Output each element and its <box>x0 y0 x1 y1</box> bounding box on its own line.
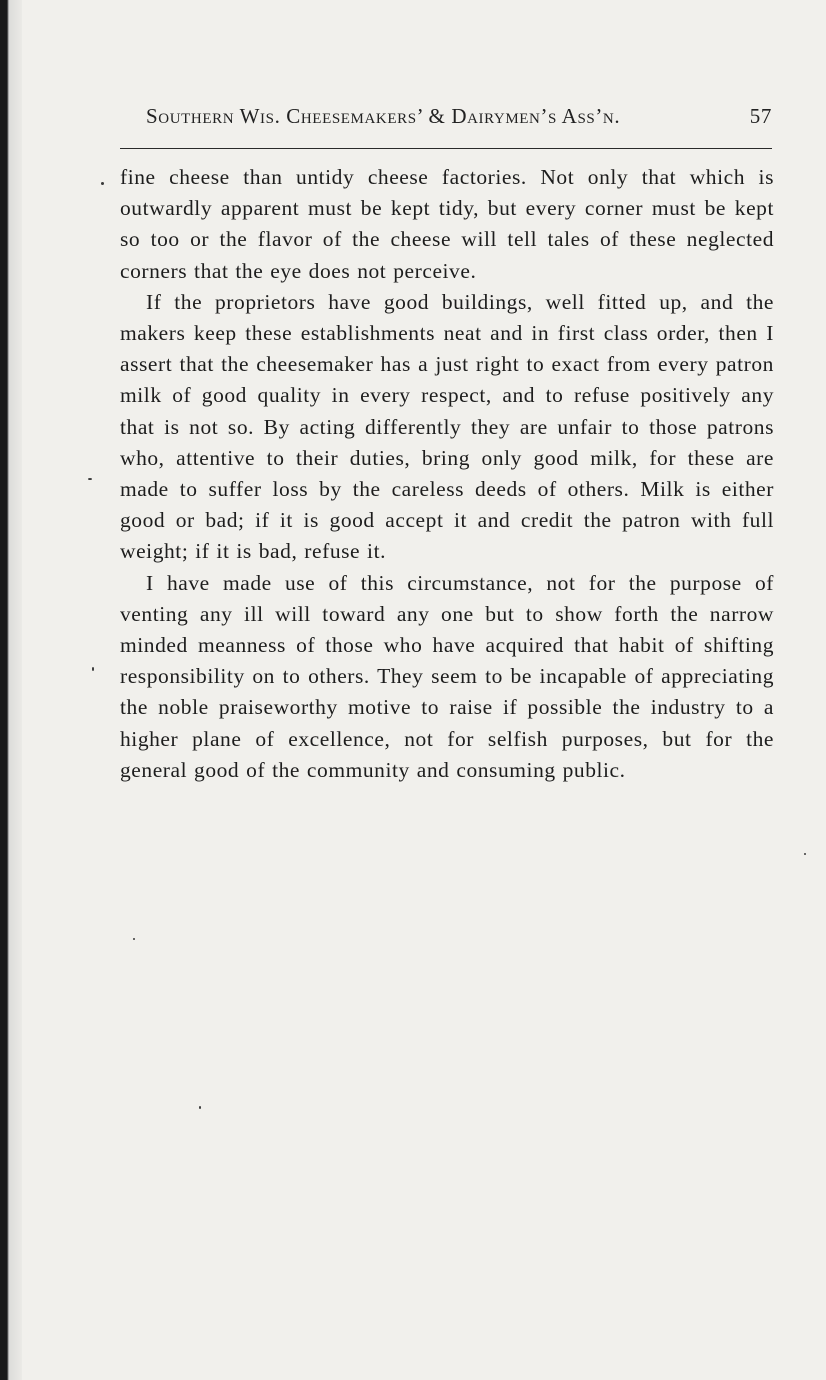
paper-speck <box>92 667 94 671</box>
paper-speck <box>88 478 92 480</box>
header-rule <box>120 148 772 149</box>
paper-speck <box>804 853 806 855</box>
paper-speck <box>101 182 104 185</box>
paper-speck <box>199 1106 201 1109</box>
paper-speck <box>133 938 135 940</box>
running-head <box>146 104 772 132</box>
running-head-title: Southern Wis. Cheesemakers’ & Dairymen’s Ass’n. <box>146 104 621 128</box>
page-binding-edge <box>0 0 22 1380</box>
body-text <box>120 162 774 786</box>
paragraph-continued: fine cheese than untidy cheese factories. Not only that which is outwardly apparent must be kept tidy, but every corner must be kept so too or the flavor of the cheese will tell tales of these neglected corners that the eye does not perceive. <box>120 165 774 283</box>
paragraph: If the proprietors have good buildings, well fitted up, and the makers keep these establishments neat and in first class order, then I assert that the cheesemaker has a just right to exact from every patron milk of good quality in every respect, and to refuse positively any that is not so. By acting differently they are unfair to those patrons who, attentive to their duties, bring only good milk, for these are made to suffer loss by the careless deeds of others. Milk is either good or bad; if it is good accept it and credit the patron with full weight; if it is bad, refuse it. <box>120 289 774 564</box>
paragraph: I have made use of this circumstance, not for the purpose of venting any ill will toward any one but to show forth the narrow minded meanness of those who have acquired that habit of shifting responsibility on to others. They seem to be incapable of appreciating the noble praiseworthy motive to raise if possible the industry to a higher plane of excellence, not for selfish purposes, but for the general good of the community and consuming public. <box>120 570 774 782</box>
page-number: 57 <box>749 104 772 128</box>
